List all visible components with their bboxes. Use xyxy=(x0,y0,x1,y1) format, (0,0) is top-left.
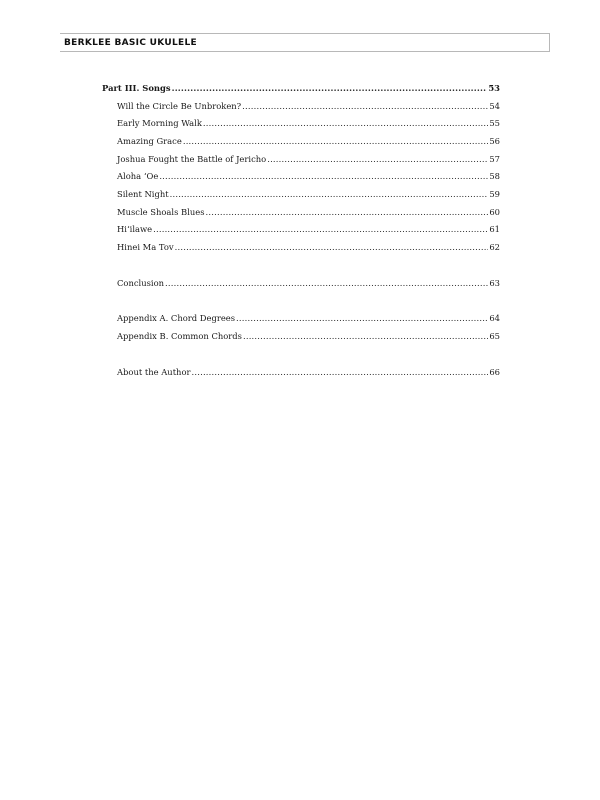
toc-entry-song[interactable] xyxy=(117,135,500,147)
toc-entry-song[interactable] xyxy=(117,153,500,165)
toc-entry-song[interactable] xyxy=(117,117,500,129)
toc-entry-title: Joshua Fought the Battle of Jericho xyxy=(117,154,267,164)
toc-entry-appendix[interactable] xyxy=(117,312,500,324)
toc-dot-leader xyxy=(267,153,488,165)
toc-dot-leader xyxy=(175,241,489,253)
toc-entry-title: Part III. Songs xyxy=(102,83,171,93)
toc-page-number: 54 xyxy=(489,101,500,111)
toc-dot-leader xyxy=(203,117,488,129)
toc-dot-leader xyxy=(183,135,489,147)
toc-entry-title: Appendix B. Common Chords xyxy=(117,331,242,341)
toc-page-number: 63 xyxy=(489,278,500,288)
toc-page-number: 55 xyxy=(489,118,500,128)
toc-dot-leader xyxy=(236,312,488,324)
toc-entry-song[interactable] xyxy=(117,206,500,218)
toc-page-number: 58 xyxy=(489,171,500,181)
toc-entry-appendix[interactable] xyxy=(117,330,500,342)
toc-entry-conclusion[interactable] xyxy=(117,277,500,289)
toc-entry-title: Conclusion xyxy=(117,278,165,288)
toc-entry-song[interactable] xyxy=(117,188,500,200)
running-header-title: BERKLEE BASIC UKULELE xyxy=(64,38,197,48)
toc-entry-title: About the Author xyxy=(117,367,191,377)
toc-entry-about[interactable] xyxy=(117,366,500,378)
toc-entry-title: Hinei Ma Tov xyxy=(117,242,174,252)
toc-entry-title: Early Morning Walk xyxy=(117,118,202,128)
toc-entry-title: Amazing Grace xyxy=(117,136,182,146)
toc-entry-song[interactable] xyxy=(117,170,500,182)
running-header xyxy=(60,33,550,52)
toc-dot-leader xyxy=(172,82,488,94)
toc-dot-leader xyxy=(165,277,488,289)
toc-dot-leader xyxy=(153,223,488,235)
toc-entry-song[interactable] xyxy=(117,241,500,253)
toc-dot-leader xyxy=(242,100,488,112)
toc-entry-title: Appendix A. Chord Degrees xyxy=(117,313,236,323)
toc-page-number: 60 xyxy=(489,207,500,217)
toc-entry-title: Silent Night xyxy=(117,189,169,199)
toc-page-number: 61 xyxy=(489,224,500,234)
toc-page-number: 59 xyxy=(489,189,500,199)
toc-page-number: 57 xyxy=(489,154,500,164)
toc-dot-leader xyxy=(170,188,489,200)
toc-entry-title: Will the Circle Be Unbroken? xyxy=(117,101,242,111)
toc-page-number: 64 xyxy=(489,313,500,323)
toc-dot-leader xyxy=(206,206,489,218)
toc-dot-leader xyxy=(192,366,489,378)
toc-page-number: 62 xyxy=(489,242,500,252)
toc-part-heading[interactable] xyxy=(102,82,500,94)
toc-page-number: 56 xyxy=(489,136,500,146)
toc-page-number: 53 xyxy=(488,83,500,93)
toc-page-number: 66 xyxy=(489,367,500,377)
toc-entry-title: Aloha ‘Oe xyxy=(117,171,159,181)
toc-entry-title: Hi‘ilawe xyxy=(117,224,153,234)
toc-dot-leader xyxy=(159,170,488,182)
toc-entry-title: Muscle Shoals Blues xyxy=(117,207,205,217)
toc-page-number: 65 xyxy=(489,331,500,341)
toc-entry-song[interactable] xyxy=(117,223,500,235)
toc-dot-leader xyxy=(243,330,488,342)
toc-entry-song[interactable] xyxy=(117,100,500,112)
